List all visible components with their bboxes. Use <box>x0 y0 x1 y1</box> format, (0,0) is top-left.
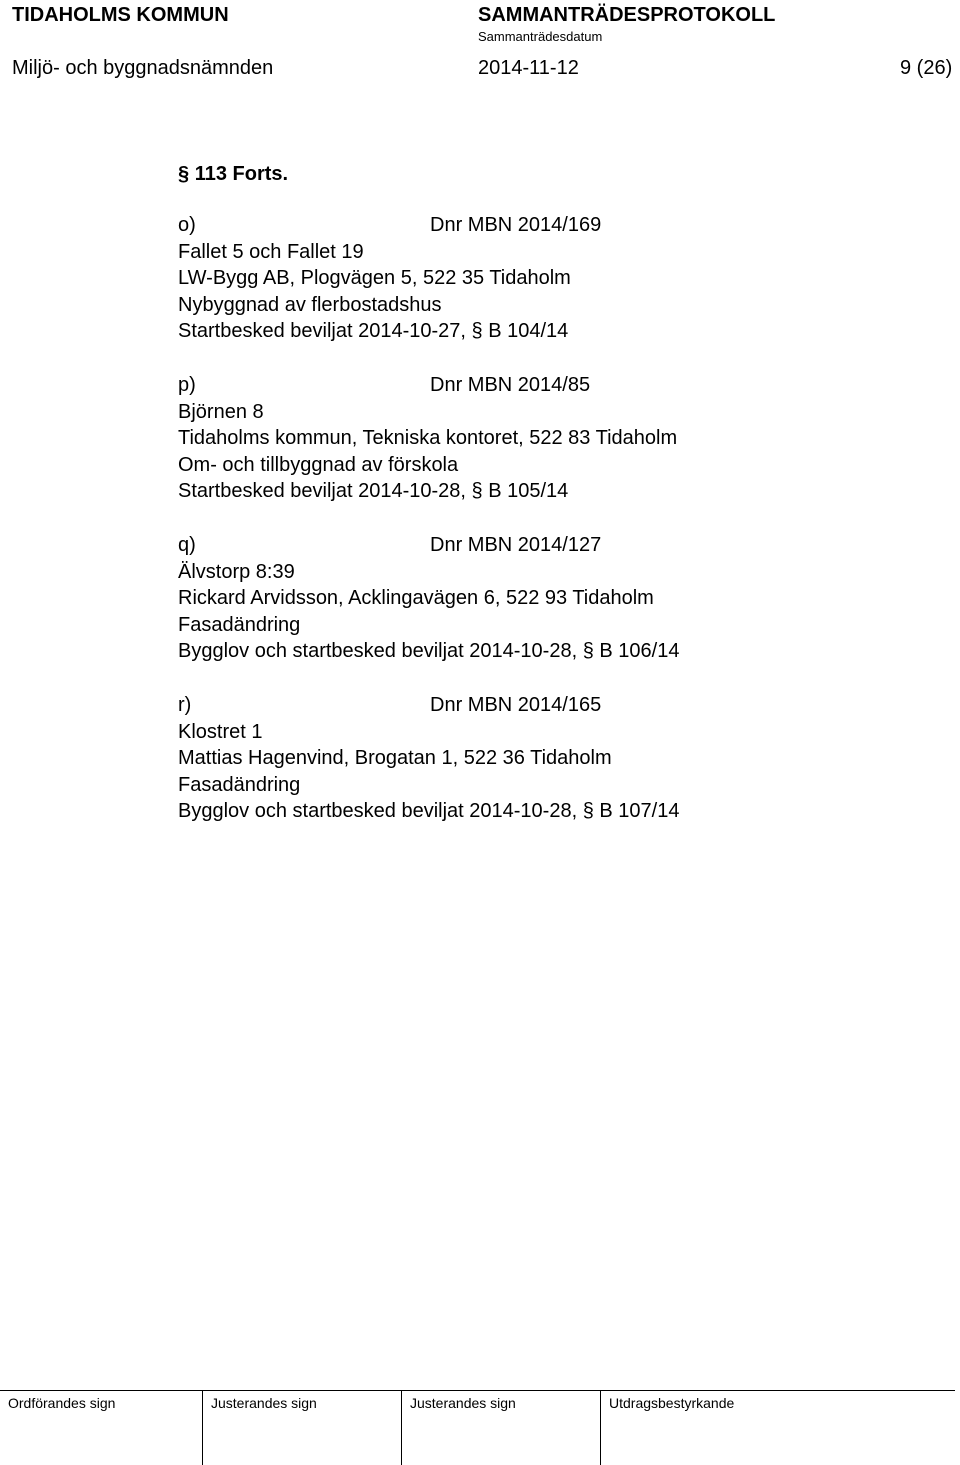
case-action: Fasadändring <box>178 773 301 796</box>
signature-footer <box>0 1390 955 1465</box>
header-committee: Miljö- och byggnadsnämnden <box>12 57 274 79</box>
case-applicant: Mattias Hagenvind, Brogatan 1, 522 36 Tidaholm <box>178 747 612 770</box>
case-decision-line <box>178 478 677 505</box>
case-property: Älvstorp 8:39 <box>178 560 295 583</box>
case-letter: o) <box>178 214 196 236</box>
header-org: TIDAHOLMS KOMMUN <box>12 4 229 26</box>
case-property: Fallet 5 och Fallet 19 <box>178 240 364 263</box>
case-dnr: Dnr MBN 2014/169 <box>430 214 602 236</box>
signature-cell-certification: Utdragsbestyrkande <box>600 1391 955 1465</box>
case-letter: p) <box>178 374 196 396</box>
case-action: Om- och tillbyggnad av förskola <box>178 453 459 476</box>
case-dnr: Dnr MBN 2014/85 <box>430 374 591 396</box>
header-page-number: 9 (26) <box>900 57 953 79</box>
case-dnr: Dnr MBN 2014/165 <box>430 694 602 716</box>
case-letter: q) <box>178 534 196 556</box>
paragraph-sign: § <box>178 163 190 185</box>
case-decision: Bygglov och startbesked beviljat 2014-10-28, <box>178 640 578 663</box>
header-doc-type: SAMMANTRÄDESPROTOKOLL <box>478 4 776 26</box>
case-reference: B 107/14 <box>599 800 680 823</box>
case-applicant: Tidaholms kommun, Tekniska kontoret, 522 83 Tidaholm <box>178 427 678 450</box>
paragraph-sign: § <box>471 320 483 343</box>
case-decision-line <box>178 318 571 345</box>
case-decision-line <box>178 638 679 665</box>
case-item <box>178 212 602 345</box>
case-dnr: Dnr MBN 2014/127 <box>430 534 602 556</box>
case-applicant: Rickard Arvidsson, Acklingavägen 6, 522 93 Tidaholm <box>178 587 654 610</box>
case-letter: r) <box>178 694 192 716</box>
signature-cell-adjuster-2: Justerandes sign <box>401 1391 600 1465</box>
case-reference: B 104/14 <box>488 320 569 343</box>
case-item <box>178 532 679 665</box>
case-action: Nybyggnad av flerbostadshus <box>178 293 442 316</box>
header-date-label: Sammanträdesdatum <box>478 29 603 44</box>
case-action: Fasadändring <box>178 613 301 636</box>
case-property: Björnen 8 <box>178 400 264 423</box>
section-heading-text: 113 Forts. <box>194 163 289 185</box>
paragraph-sign: § <box>582 640 594 663</box>
case-property: Klostret 1 <box>178 720 263 743</box>
case-applicant: LW-Bygg AB, Plogvägen 5, 522 35 Tidaholm <box>178 267 571 290</box>
paragraph-sign: § <box>582 800 594 823</box>
signature-cell-chair: Ordförandes sign <box>8 1395 116 1411</box>
case-item <box>178 372 677 505</box>
case-decision: Startbesked beviljat 2014-10-27, <box>178 320 466 343</box>
paragraph-sign: § <box>471 480 483 503</box>
case-decision: Startbesked beviljat 2014-10-28, <box>178 480 466 503</box>
case-item <box>178 692 679 825</box>
case-reference: B 106/14 <box>599 640 680 663</box>
header-date: 2014-11-12 <box>478 57 579 79</box>
case-decision: Bygglov och startbesked beviljat 2014-10-28, <box>178 800 578 823</box>
case-decision-line <box>178 798 679 825</box>
case-reference: B 105/14 <box>488 480 569 503</box>
signature-cell-adjuster-1: Justerandes sign <box>202 1391 401 1465</box>
section-heading <box>178 163 288 186</box>
